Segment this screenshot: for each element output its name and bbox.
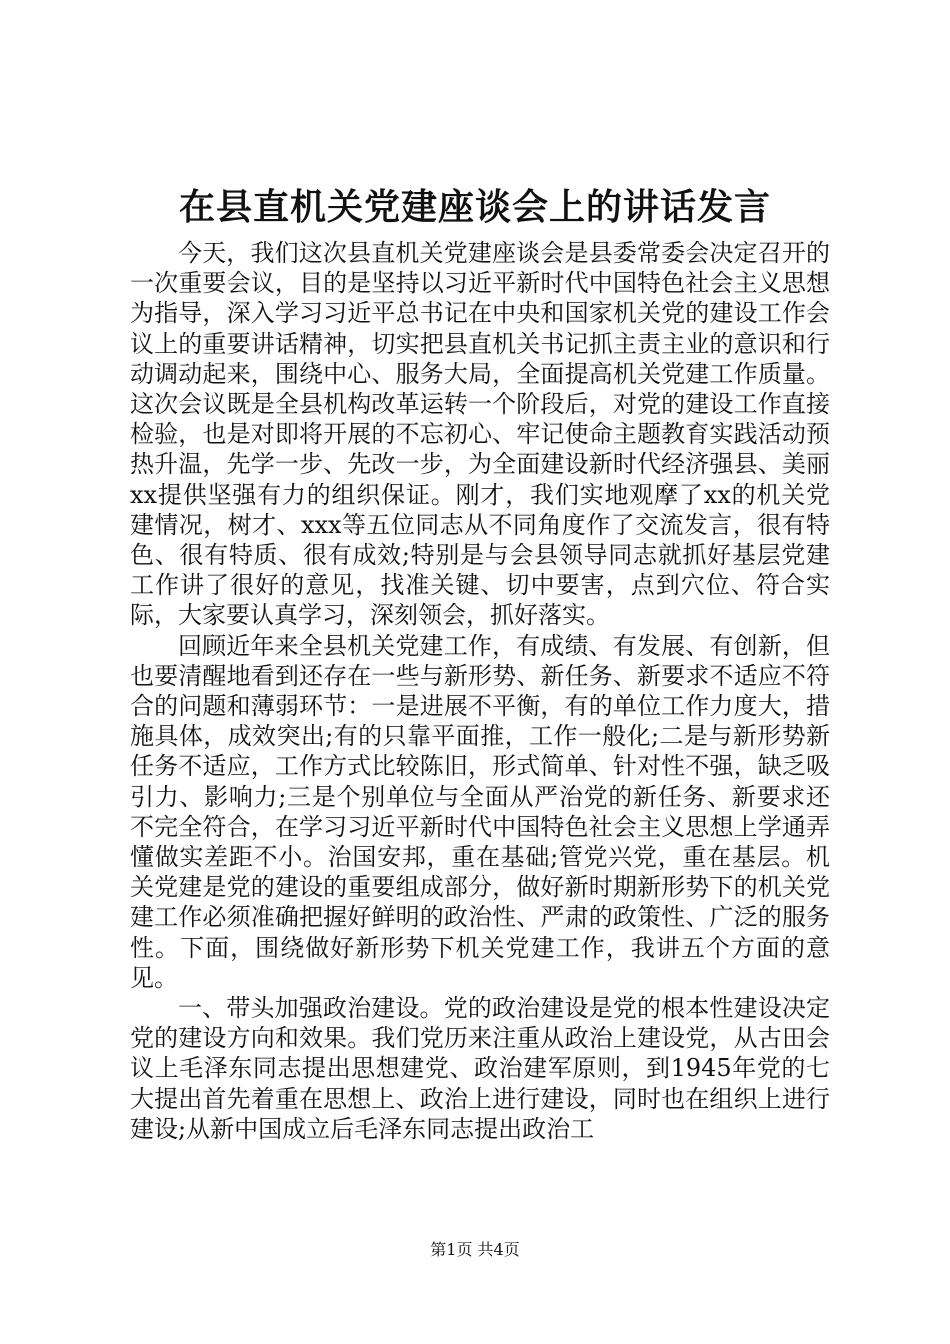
paragraph-2: 回顾近年来全县机关党建工作，有成绩、有发展、有创新，但也要清醒地看到还存在一些与新形势、新任务、新要求不适应不符合的问题和薄弱环节：一是进展不平衡，有的单位工作力度大，措施具体，成效突出;有的只靠平面推，工作一般化;二是与新形势新任务不适应，工作方式比较陈旧，形式简单、针对性不强，缺乏吸引力、影响力;三是个别单位与全面从严治党的新任务、新要求还不完全符合，在学习习近平新时代中国特色社会主义思想上学通弄懂做实差距不小。治国安邦，重在基础;管党兴党，重在基层。机关党建是党的建设的重要组成部分，做好新时期新形势下的机关党建工作必须准确把握好鲜明的政治性、严肃的政策性、广泛的服务性。下面，围绕做好新形势下机关党建工作，我讲五个方面的意见。 — [130, 631, 830, 992]
paragraph-1: 今天，我们这次县直机关党建座谈会是县委常委会决定召开的一次重要会议，目的是坚持以习近平新时代中国特色社会主义思想为指导，深入学习习近平总书记在中央和国家机关党的建设工作会议上的重要讲话精神，切实把县直机关书记抓主责主业的意识和行动调动起来，围绕中心、服务大局，全面提高机关党建工作质量。这次会议既是全县机构改革运转一个阶段后，对党的建设工作直接检验，也是对即将开展的不忘初心、牢记使命主题教育实践活动预热升温，先学一步、先改一步，为全面建设新时代经济强县、美丽xx提供坚强有力的组织保证。刚才，我们实地观摩了xx的机关党建情况，树才、xxx等五位同志从不同角度作了交流发言，很有特色、很有特质、很有成效;特别是与会县领导同志就抓好基层党建工作讲了很好的意见，找准关键、切中要害，点到穴位、符合实际，大家要认真学习，深刻领会，抓好落实。 — [130, 239, 830, 630]
page-footer: 第1页 共4页 — [430, 1240, 520, 1259]
document-title: 在县直机关党建座谈会上的讲话发言 — [178, 186, 771, 228]
paragraph-3: 一、带头加强政治建设。党的政治建设是党的根本性建设决定党的建设方向和效果。我们党历来注重从政治上建设党，从古田会议上毛泽东同志提出思想建党、政治建军原则，到1945年党的七大提出首先着重在思想上、政治上进行建设，同时也在组织上进行建设;从新中国成立后毛泽东同志提出政治工 — [130, 994, 830, 1143]
document-body — [130, 238, 830, 1144]
